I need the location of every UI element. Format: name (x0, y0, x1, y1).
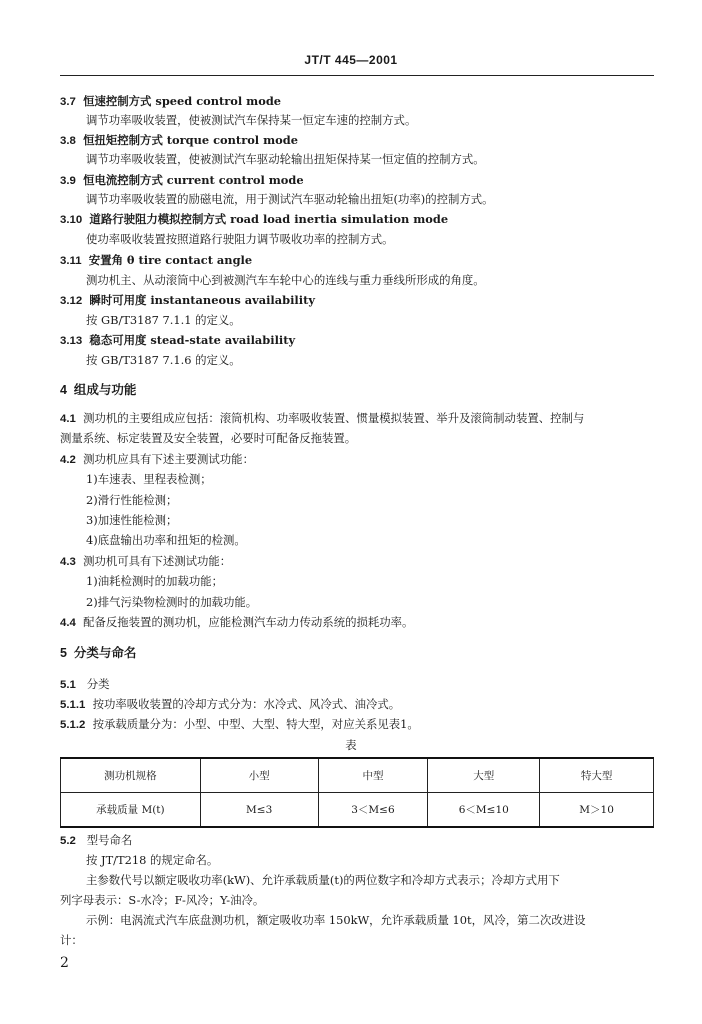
clause-number: 3.13 (60, 335, 83, 347)
clause-3-13-title (60, 333, 295, 349)
paragraph: 主参数代号以额定吸收功率(kW)、允许承载质量(t)的两位数字和冷却方式表示；冷却方式用下 (86, 873, 560, 887)
list-item: 2)滑行性能检测； (86, 493, 178, 507)
table-caption: 表 (345, 738, 357, 752)
clause-text: 测功机的主要组成应包括：滚筒机构、功率吸收装置、惯量模拟装置、举升及滚筒制动装置、控制与 (83, 411, 585, 425)
section-number: 5 (60, 646, 67, 660)
section-number: 4 (60, 383, 67, 397)
paragraph: 示例：电涡流式汽车底盘测功机，额定吸收功率 150kW，允许承载质量 10t，风冷，第二次改进设 (86, 913, 586, 927)
clause-number: 5.2 (60, 835, 76, 847)
clause-number: 3.9 (60, 175, 76, 187)
table-cell: 3＜M≤6 (318, 793, 428, 828)
clause-number: 4.3 (60, 556, 76, 568)
load-class-table (60, 757, 654, 828)
clause-5-1-1 (60, 697, 400, 713)
clause-3-7-title (60, 94, 281, 110)
clause-3-8-title (60, 133, 298, 149)
table-header-cell: 大型 (428, 758, 540, 793)
clause-number: 3.8 (60, 135, 76, 147)
page-number: 2 (60, 955, 69, 971)
table-cell: 6＜M≤10 (428, 793, 540, 828)
clause-4-3 (60, 554, 231, 570)
section-5-heading (60, 646, 136, 661)
paragraph: 计： (60, 933, 83, 947)
clause-number: 3.12 (60, 295, 83, 307)
clause-3-8-definition: 调节功率吸收装置，使被测试汽车驱动轮输出扭矩保持某一恒定值的控制方式。 (86, 152, 485, 166)
clause-term: 安置角 θ tire contact angle (88, 253, 253, 267)
running-header: JT/T 445—2001 (304, 53, 398, 67)
paragraph: 列字母表示：S-水冷；F-风冷；Y-油冷。 (60, 893, 265, 907)
list-item: 4)底盘输出功率和扭矩的检测。 (86, 533, 246, 547)
clause-3-13-definition: 按 GB/T3187 7.1.6 的定义。 (86, 353, 241, 367)
list-item: 1)油耗检测时的加载功能； (86, 574, 223, 588)
clause-text: 型号命名 (86, 833, 133, 847)
table-header-cell: 特大型 (540, 758, 654, 793)
clause-5-1 (60, 677, 110, 693)
clause-text: 测功机应具有下述主要测试功能： (83, 452, 254, 466)
clause-4-4 (60, 615, 413, 631)
clause-4-1-line2: 测量系统、标定装置及安全装置，必要时可配备反拖装置。 (60, 431, 357, 445)
table-cell: M≤3 (200, 793, 318, 828)
clause-number: 5.1.1 (60, 699, 86, 711)
list-item: 1)车速表、里程表检测； (86, 472, 212, 486)
clause-3-9-definition: 调节功率吸收装置的励磁电流，用于测试汽车驱动轮输出扭矩(功率)的控制方式。 (86, 192, 494, 206)
clause-5-2 (60, 833, 132, 849)
table-header-cell: 小型 (200, 758, 318, 793)
clause-term: 恒速控制方式 speed control mode (83, 94, 282, 108)
clause-3-11-title (60, 253, 252, 269)
section-4-heading (60, 383, 136, 398)
clause-term: 瞬时可用度 instantaneous availability (89, 293, 315, 307)
clause-3-10-definition: 使功率吸收装置按照道路行驶阻力调节吸收功率的控制方式。 (86, 232, 394, 246)
clause-number: 4.1 (60, 413, 76, 425)
clause-number: 3.11 (60, 255, 82, 267)
clause-number: 4.4 (60, 617, 76, 629)
clause-number: 3.7 (60, 96, 76, 108)
clause-text: 配备反拖装置的测功机，应能检测汽车动力传动系统的损耗功率。 (83, 615, 414, 629)
table-header-row (61, 758, 654, 793)
clause-3-7-definition: 调节功率吸收装置，使被测试汽车保持某一恒定车速的控制方式。 (86, 113, 417, 127)
list-item: 2)排气污染物检测时的加载功能。 (86, 595, 258, 609)
clause-number: 4.2 (60, 454, 76, 466)
clause-term: 稳态可用度 stead-state availability (89, 333, 296, 347)
clause-number: 3.10 (60, 214, 83, 226)
paragraph: 按 JT/T218 的规定命名。 (86, 853, 219, 867)
clause-5-1-2 (60, 717, 419, 733)
clause-term: 恒扭矩控制方式 torque control mode (83, 133, 298, 147)
clause-number: 5.1.2 (60, 719, 86, 731)
header-rule (60, 75, 654, 76)
clause-3-11-definition: 测功机主、从动滚筒中心到被测汽车车轮中心的连线与重力垂线所形成的角度。 (86, 273, 485, 287)
clause-text: 分类 (86, 677, 110, 691)
clause-text: 按功率吸收装置的冷却方式分为：水冷式、风冷式、油冷式。 (92, 697, 401, 711)
clause-text: 按承载质量分为：小型、中型、大型、特大型，对应关系见表1。 (92, 717, 419, 731)
table-header-cell: 中型 (318, 758, 428, 793)
clause-3-12-title (60, 293, 315, 309)
table-header-cell: 测功机规格 (61, 758, 201, 793)
clause-number: 5.1 (60, 679, 76, 691)
clause-term: 道路行驶阻力模拟控制方式 road load inertia simulation mode (89, 212, 449, 226)
section-title: 组成与功能 (73, 383, 137, 397)
section-title: 分类与命名 (73, 646, 137, 660)
clause-3-9-title (60, 173, 304, 189)
table-row (61, 793, 654, 828)
table-cell: M＞10 (540, 793, 654, 828)
table-cell: 承载质量 M(t) (61, 793, 201, 828)
clause-4-2 (60, 452, 254, 468)
clause-term: 恒电流控制方式 current control mode (83, 173, 304, 187)
clause-4-1-line1 (60, 411, 584, 427)
clause-3-12-definition: 按 GB/T3187 7.1.1 的定义。 (86, 313, 241, 327)
clause-3-10-title (60, 212, 448, 228)
clause-text: 测功机可具有下述测试功能： (83, 554, 232, 568)
list-item: 3)加速性能检测； (86, 513, 178, 527)
